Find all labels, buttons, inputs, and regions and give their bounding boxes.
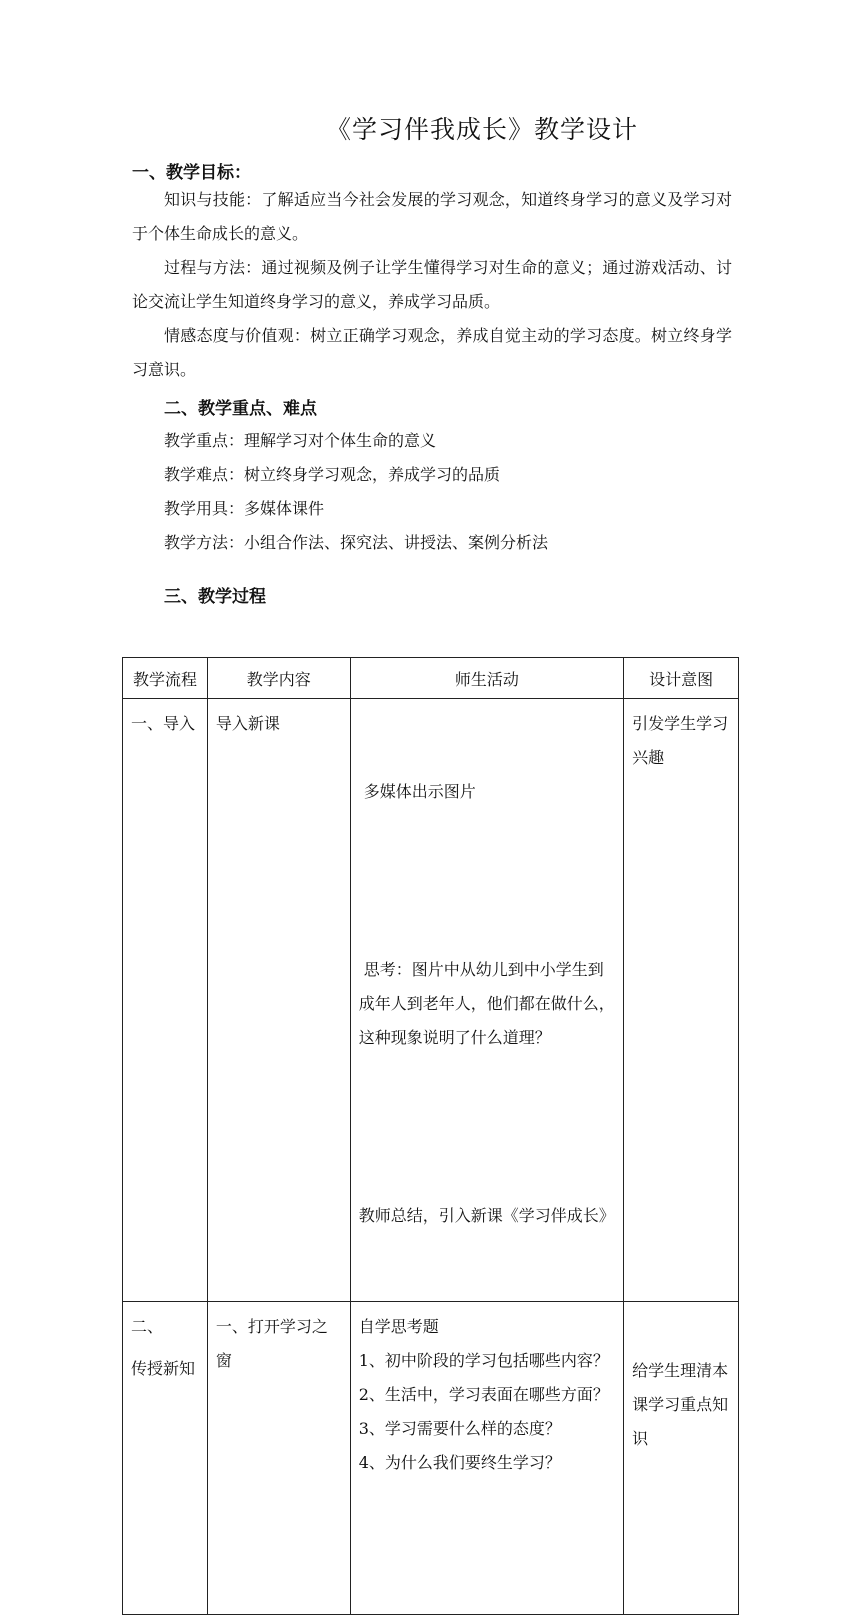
flow-cell bbox=[123, 699, 208, 1302]
methods-line: 教学方法：小组合作法、探究法、讲授法、案例分析法 bbox=[164, 533, 549, 552]
table-header-row bbox=[123, 658, 739, 699]
document-title: 《学习伴我成长》教学设计 bbox=[326, 115, 639, 144]
header-content: 教学内容 bbox=[207, 658, 350, 699]
content-cell bbox=[207, 1302, 350, 1615]
teaching-process-table bbox=[122, 657, 739, 1615]
flow-text: 一、导入 bbox=[131, 714, 196, 733]
content-cell bbox=[207, 699, 350, 1302]
difficulty-line: 教学难点：树立终身学习观念，养成学习的品质 bbox=[164, 465, 501, 484]
intent-text: 引发学生学习兴趣 bbox=[632, 714, 729, 767]
activities-cell bbox=[350, 1302, 623, 1615]
activity-line: 思考：图片中从幼儿到中小学生到成年人到老年人，他们都在做什么，这种现象说明了什么道理？ bbox=[358, 960, 615, 1047]
objective-attitude: 情感态度与价值观：树立正确学习观念，养成自觉主动的学习态度。树立终身学习意识。 bbox=[132, 326, 732, 379]
intent-cell bbox=[624, 1302, 739, 1615]
intent-text: 给学生理清本课学习重点知识 bbox=[632, 1361, 729, 1448]
activity-line: 多媒体出示图片 bbox=[358, 782, 476, 801]
flow-text: 传授新知 bbox=[131, 1359, 196, 1378]
activity-line: 4、为什么我们要终生学习？ bbox=[358, 1453, 561, 1472]
content-text: 导入新课 bbox=[215, 714, 280, 733]
activities-cell bbox=[350, 699, 623, 1302]
section-heading-objectives: 一、教学目标： bbox=[132, 163, 251, 183]
flow-text: 二、 bbox=[131, 1317, 164, 1336]
tools-line: 教学用具：多媒体课件 bbox=[164, 499, 325, 518]
activity-line: 自学思考题 bbox=[358, 1317, 439, 1336]
header-intent: 设计意图 bbox=[624, 658, 739, 699]
activity-line: 2、生活中，学习表面在哪些方面？ bbox=[358, 1385, 609, 1404]
intent-cell bbox=[624, 699, 739, 1302]
table-row bbox=[123, 1302, 739, 1615]
activity-line: 1、初中阶段的学习包括哪些内容？ bbox=[358, 1351, 609, 1370]
objective-knowledge: 知识与技能：了解适应当今社会发展的学习观念，知道终身学习的意义及学习对于个体生命成长的意义。 bbox=[132, 190, 732, 243]
flow-cell bbox=[123, 1302, 208, 1615]
table-row bbox=[123, 699, 739, 1302]
activity-line: 教师总结，引入新课《学习伴成长》 bbox=[358, 1206, 615, 1225]
objective-process: 过程与方法：通过视频及例子让学生懂得学习对生命的意义；通过游戏活动、讨论交流让学生知道终身学习的意义，养成学习品质。 bbox=[132, 258, 732, 311]
section-heading-process: 三、教学过程 bbox=[164, 587, 266, 607]
key-point-line: 教学重点：理解学习对个体生命的意义 bbox=[164, 431, 437, 450]
activity-line: 3、学习需要什么样的态度？ bbox=[358, 1419, 561, 1438]
section-heading-keypoints: 二、教学重点、难点 bbox=[164, 399, 317, 419]
header-flow: 教学流程 bbox=[123, 658, 208, 699]
content-text: 一、打开学习之窗 bbox=[215, 1317, 328, 1370]
header-activities: 师生活动 bbox=[350, 658, 623, 699]
